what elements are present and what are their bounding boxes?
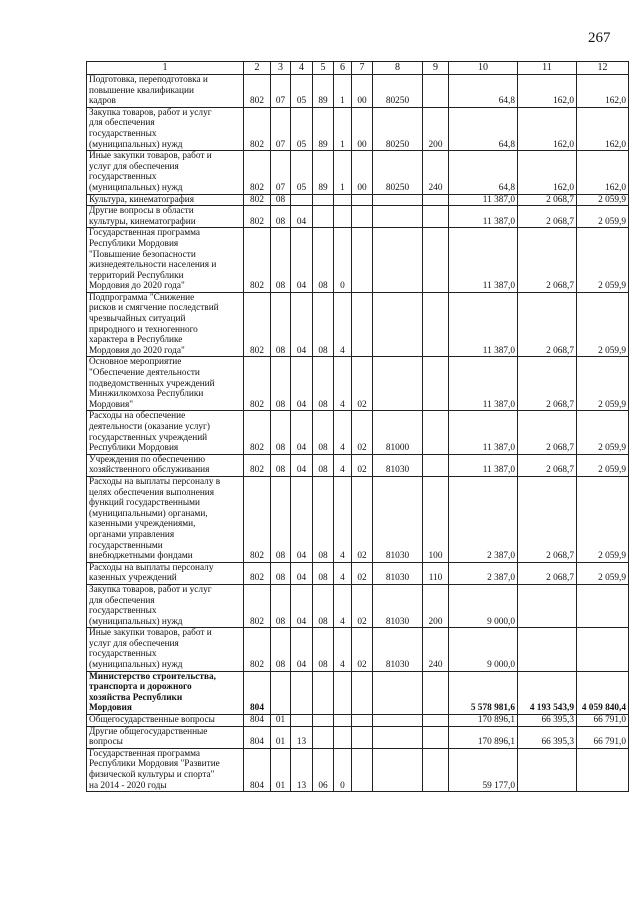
expense-type-code: 200	[423, 584, 449, 627]
column-header: 6	[334, 62, 352, 75]
event-code	[352, 228, 373, 293]
subprogram-code: 4	[334, 584, 352, 627]
section-code: 01	[271, 748, 291, 791]
column-header: 1	[87, 62, 244, 75]
amount-year1: 2 387,0	[449, 476, 518, 562]
section-code	[271, 671, 291, 714]
row-name: Учреждения по обеспечению хозяйственного обслуживания	[87, 454, 244, 476]
subsection-code	[291, 715, 313, 727]
subprogram-code: 4	[334, 411, 352, 454]
chapter-code: 802	[244, 584, 271, 627]
row-name: Расходы на выплаты персоналу в целях обеспечения выполнения функций государственными (муниципальными) органами, казенными учреждениями, органами управления государственными внебюджетными фондами	[87, 476, 244, 562]
subsection-code: 05	[291, 75, 313, 108]
event-code: 02	[352, 476, 373, 562]
chapter-code: 802	[244, 411, 271, 454]
amount-year3: 2 059,9	[577, 562, 629, 584]
program-code: 89	[313, 75, 334, 108]
section-code: 07	[271, 151, 291, 194]
table-row	[87, 476, 629, 562]
expense-type-code	[423, 715, 449, 727]
amount-year1: 64,8	[449, 75, 518, 108]
expense-type-code: 200	[423, 107, 449, 150]
amount-year2	[518, 628, 577, 671]
subprogram-code	[334, 206, 352, 228]
direction-code	[373, 292, 423, 357]
column-header: 12	[577, 62, 629, 75]
row-name: Другие общегосударственные вопросы	[87, 726, 244, 748]
chapter-code: 802	[244, 476, 271, 562]
chapter-code: 802	[244, 562, 271, 584]
amount-year2: 162,0	[518, 75, 577, 108]
event-code	[352, 206, 373, 228]
row-name: Основное мероприятие "Обеспечение деятельности подведомственных учреждений Минжилкомхоза Республики Мордовия"	[87, 357, 244, 411]
section-code: 07	[271, 75, 291, 108]
amount-year1: 11 387,0	[449, 206, 518, 228]
chapter-code: 802	[244, 107, 271, 150]
amount-year2: 2 068,7	[518, 206, 577, 228]
section-code: 08	[271, 454, 291, 476]
event-code: 02	[352, 562, 373, 584]
amount-year2: 2 068,7	[518, 194, 577, 206]
expense-type-code	[423, 454, 449, 476]
amount-year1: 11 387,0	[449, 228, 518, 293]
amount-year3: 2 059,9	[577, 206, 629, 228]
program-code: 08	[313, 454, 334, 476]
program-code: 08	[313, 584, 334, 627]
table-row	[87, 107, 629, 150]
expense-type-code	[423, 206, 449, 228]
expense-type-code	[423, 726, 449, 748]
amount-year2: 2 068,7	[518, 292, 577, 357]
section-code: 08	[271, 194, 291, 206]
table-row	[87, 292, 629, 357]
event-code: 02	[352, 411, 373, 454]
chapter-code: 802	[244, 357, 271, 411]
chapter-code: 802	[244, 454, 271, 476]
subprogram-code: 4	[334, 292, 352, 357]
table-body	[87, 75, 629, 792]
program-code: 08	[313, 476, 334, 562]
chapter-code: 802	[244, 206, 271, 228]
row-name: Иные закупки товаров, работ и услуг для обеспечения государственных (муниципальных) нужд	[87, 628, 244, 671]
expense-type-code	[423, 292, 449, 357]
event-code	[352, 194, 373, 206]
direction-code: 80250	[373, 75, 423, 108]
section-code: 08	[271, 476, 291, 562]
amount-year1: 11 387,0	[449, 411, 518, 454]
direction-code: 81030	[373, 584, 423, 627]
direction-code	[373, 671, 423, 714]
subprogram-code	[334, 726, 352, 748]
section-code: 07	[271, 107, 291, 150]
expense-type-code	[423, 357, 449, 411]
direction-code: 81030	[373, 476, 423, 562]
row-name: Государственная программа Республики Мордовия "Развитие физической культуры и спорта" на 2014 - 2020 годы	[87, 748, 244, 791]
amount-year3	[577, 584, 629, 627]
amount-year1: 170 896,1	[449, 726, 518, 748]
amount-year1: 11 387,0	[449, 292, 518, 357]
section-code: 01	[271, 726, 291, 748]
amount-year3: 162,0	[577, 107, 629, 150]
program-code: 08	[313, 357, 334, 411]
amount-year3: 2 059,9	[577, 357, 629, 411]
row-name: Подготовка, переподготовка и повышение квалификации кадров	[87, 75, 244, 108]
expense-type-code	[423, 748, 449, 791]
event-code: 00	[352, 107, 373, 150]
amount-year3	[577, 748, 629, 791]
amount-year3: 162,0	[577, 75, 629, 108]
subsection-code: 04	[291, 454, 313, 476]
event-code	[352, 726, 373, 748]
expense-type-code: 240	[423, 151, 449, 194]
amount-year3: 162,0	[577, 151, 629, 194]
row-name: Министерство строительства, транспорта и дорожного хозяйства Республики Мордовия	[87, 671, 244, 714]
subsection-code: 13	[291, 748, 313, 791]
table-row	[87, 194, 629, 206]
direction-code: 81030	[373, 454, 423, 476]
chapter-code: 802	[244, 628, 271, 671]
row-name: Общегосударственные вопросы	[87, 715, 244, 727]
subsection-code	[291, 194, 313, 206]
column-header: 11	[518, 62, 577, 75]
subsection-code: 04	[291, 562, 313, 584]
table-row	[87, 411, 629, 454]
table-row	[87, 228, 629, 293]
budget-table	[86, 61, 629, 792]
subprogram-code: 4	[334, 476, 352, 562]
row-name: Расходы на выплаты персоналу казенных учреждений	[87, 562, 244, 584]
subprogram-code: 4	[334, 454, 352, 476]
row-name: Подпрограмма "Снижение рисков и смягчение последствий чрезвычайных ситуаций природного и техногенного характера в Республике Мордовия до 2020 года"	[87, 292, 244, 357]
table-header	[87, 62, 629, 75]
amount-year2: 66 395,3	[518, 726, 577, 748]
direction-code	[373, 228, 423, 293]
expense-type-code	[423, 671, 449, 714]
subprogram-code: 0	[334, 748, 352, 791]
direction-code: 80250	[373, 151, 423, 194]
program-code: 89	[313, 107, 334, 150]
subprogram-code	[334, 671, 352, 714]
table-row	[87, 75, 629, 108]
row-name: Иные закупки товаров, работ и услуг для обеспечения государственных (муниципальных) нужд	[87, 151, 244, 194]
direction-code: 81030	[373, 562, 423, 584]
event-code	[352, 715, 373, 727]
section-code: 01	[271, 715, 291, 727]
amount-year2	[518, 584, 577, 627]
table-row	[87, 628, 629, 671]
program-code	[313, 671, 334, 714]
subprogram-code: 1	[334, 75, 352, 108]
subprogram-code: 0	[334, 228, 352, 293]
header-row	[87, 62, 629, 75]
subsection-code: 04	[291, 476, 313, 562]
table-row	[87, 671, 629, 714]
subprogram-code: 1	[334, 107, 352, 150]
program-code: 08	[313, 411, 334, 454]
direction-code	[373, 357, 423, 411]
amount-year3: 66 791,0	[577, 715, 629, 727]
column-header: 3	[271, 62, 291, 75]
column-header: 2	[244, 62, 271, 75]
chapter-code: 802	[244, 75, 271, 108]
amount-year3	[577, 628, 629, 671]
table-row	[87, 726, 629, 748]
amount-year2: 66 395,3	[518, 715, 577, 727]
direction-code	[373, 715, 423, 727]
direction-code: 80250	[373, 107, 423, 150]
row-name: Культура, кинематография	[87, 194, 244, 206]
amount-year2: 2 068,7	[518, 454, 577, 476]
event-code	[352, 292, 373, 357]
column-header: 5	[313, 62, 334, 75]
section-code: 08	[271, 292, 291, 357]
subsection-code: 04	[291, 228, 313, 293]
subsection-code: 04	[291, 628, 313, 671]
chapter-code: 804	[244, 671, 271, 714]
amount-year2: 162,0	[518, 107, 577, 150]
subsection-code: 05	[291, 151, 313, 194]
expense-type-code: 100	[423, 476, 449, 562]
amount-year3: 66 791,0	[577, 726, 629, 748]
program-code: 08	[313, 628, 334, 671]
row-name: Закупка товаров, работ и услуг для обеспечения государственных (муниципальных) нужд	[87, 584, 244, 627]
section-code: 08	[271, 562, 291, 584]
amount-year2	[518, 748, 577, 791]
expense-type-code	[423, 194, 449, 206]
subprogram-code: 4	[334, 562, 352, 584]
page-number: 267	[588, 30, 611, 46]
program-code: 08	[313, 228, 334, 293]
program-code: 89	[313, 151, 334, 194]
table-row	[87, 151, 629, 194]
subprogram-code: 1	[334, 151, 352, 194]
program-code	[313, 726, 334, 748]
amount-year2: 2 068,7	[518, 411, 577, 454]
amount-year1: 2 387,0	[449, 562, 518, 584]
amount-year1: 64,8	[449, 107, 518, 150]
subprogram-code: 4	[334, 628, 352, 671]
amount-year2: 2 068,7	[518, 562, 577, 584]
table-row	[87, 206, 629, 228]
event-code: 00	[352, 151, 373, 194]
event-code: 00	[352, 75, 373, 108]
direction-code	[373, 194, 423, 206]
amount-year1: 64,8	[449, 151, 518, 194]
direction-code: 81000	[373, 411, 423, 454]
direction-code: 81030	[373, 628, 423, 671]
column-header: 8	[373, 62, 423, 75]
row-name: Расходы на обеспечение деятельности (оказание услуг) государственных учреждений Республики Мордовия	[87, 411, 244, 454]
program-code	[313, 715, 334, 727]
section-code: 08	[271, 206, 291, 228]
amount-year2: 2 068,7	[518, 228, 577, 293]
chapter-code: 802	[244, 292, 271, 357]
table-row	[87, 748, 629, 791]
subsection-code: 04	[291, 292, 313, 357]
table-row	[87, 562, 629, 584]
subsection-code	[291, 671, 313, 714]
column-header: 9	[423, 62, 449, 75]
amount-year2: 162,0	[518, 151, 577, 194]
subsection-code: 04	[291, 584, 313, 627]
table-row	[87, 584, 629, 627]
program-code	[313, 194, 334, 206]
chapter-code: 804	[244, 748, 271, 791]
column-header: 4	[291, 62, 313, 75]
amount-year2: 4 193 543,9	[518, 671, 577, 714]
event-code	[352, 748, 373, 791]
subsection-code: 04	[291, 411, 313, 454]
row-name: Государственная программа Республики Мордовия "Повышение безопасности жизнедеятельности населения и территорий Республики Мордовия до 2020 года"	[87, 228, 244, 293]
expense-type-code	[423, 228, 449, 293]
amount-year2: 2 068,7	[518, 476, 577, 562]
program-code: 06	[313, 748, 334, 791]
row-name: Закупка товаров, работ и услуг для обеспечения государственных (муниципальных) нужд	[87, 107, 244, 150]
amount-year1: 5 578 981,6	[449, 671, 518, 714]
amount-year3: 2 059,9	[577, 411, 629, 454]
event-code: 02	[352, 628, 373, 671]
amount-year1: 11 387,0	[449, 357, 518, 411]
expense-type-code: 110	[423, 562, 449, 584]
chapter-code: 802	[244, 151, 271, 194]
subsection-code: 04	[291, 206, 313, 228]
chapter-code: 802	[244, 228, 271, 293]
column-header: 7	[352, 62, 373, 75]
program-code	[313, 206, 334, 228]
direction-code	[373, 206, 423, 228]
amount-year1: 170 896,1	[449, 715, 518, 727]
subprogram-code	[334, 715, 352, 727]
table-row	[87, 454, 629, 476]
amount-year1: 9 000,0	[449, 628, 518, 671]
subsection-code: 05	[291, 107, 313, 150]
section-code: 08	[271, 357, 291, 411]
amount-year3: 2 059,9	[577, 292, 629, 357]
event-code: 02	[352, 584, 373, 627]
program-code: 08	[313, 292, 334, 357]
table-row	[87, 715, 629, 727]
chapter-code: 804	[244, 726, 271, 748]
table-row	[87, 357, 629, 411]
subsection-code: 04	[291, 357, 313, 411]
amount-year1: 59 177,0	[449, 748, 518, 791]
subprogram-code: 4	[334, 357, 352, 411]
subsection-code: 13	[291, 726, 313, 748]
direction-code	[373, 748, 423, 791]
amount-year3: 4 059 840,4	[577, 671, 629, 714]
expense-type-code: 240	[423, 628, 449, 671]
direction-code	[373, 726, 423, 748]
subprogram-code	[334, 194, 352, 206]
amount-year1: 11 387,0	[449, 454, 518, 476]
column-header: 10	[449, 62, 518, 75]
amount-year1: 11 387,0	[449, 194, 518, 206]
expense-type-code	[423, 411, 449, 454]
section-code: 08	[271, 584, 291, 627]
row-name: Другие вопросы в области культуры, кинематографии	[87, 206, 244, 228]
amount-year2: 2 068,7	[518, 357, 577, 411]
amount-year1: 9 000,0	[449, 584, 518, 627]
event-code	[352, 671, 373, 714]
event-code: 02	[352, 454, 373, 476]
expense-type-code	[423, 75, 449, 108]
program-code: 08	[313, 562, 334, 584]
section-code: 08	[271, 411, 291, 454]
amount-year3: 2 059,9	[577, 454, 629, 476]
section-code: 08	[271, 228, 291, 293]
section-code: 08	[271, 628, 291, 671]
amount-year3: 2 059,9	[577, 476, 629, 562]
event-code: 02	[352, 357, 373, 411]
amount-year3: 2 059,9	[577, 228, 629, 293]
chapter-code: 802	[244, 194, 271, 206]
chapter-code: 804	[244, 715, 271, 727]
amount-year3: 2 059,9	[577, 194, 629, 206]
